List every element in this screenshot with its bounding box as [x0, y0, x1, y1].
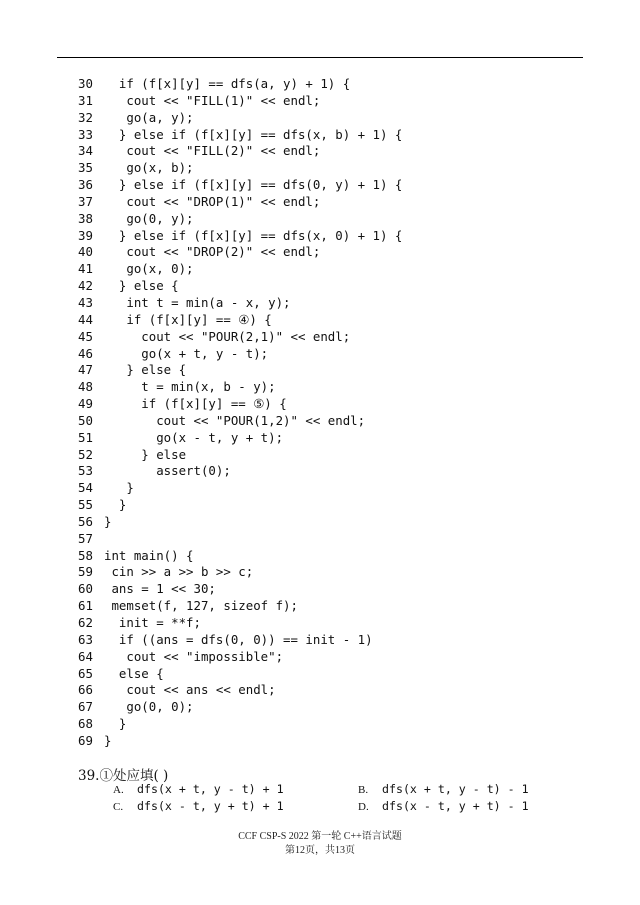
line-number: 48 — [78, 379, 93, 395]
code-line — [78, 615, 598, 632]
option-c[interactable] — [113, 799, 284, 813]
option-b-text: dfs(x + t, y - t) - 1 — [382, 782, 529, 796]
code-text: cout << "POUR(2,1)" << endl; — [104, 328, 351, 344]
line-number: 44 — [78, 311, 93, 327]
code-line — [78, 430, 598, 447]
code-text: assert(0); — [104, 463, 231, 479]
code-line — [78, 531, 598, 548]
line-number: 51 — [78, 429, 93, 445]
line-number: 63 — [78, 631, 93, 647]
code-text: int main() { — [104, 547, 194, 563]
code-line — [78, 716, 598, 733]
code-text: t = min(x, b - y); — [104, 379, 276, 395]
code-line — [78, 497, 598, 514]
option-d-text: dfs(x - t, y + t) - 1 — [382, 799, 529, 813]
line-number: 68 — [78, 716, 93, 732]
line-number: 31 — [78, 92, 93, 108]
line-number: 50 — [78, 412, 93, 428]
line-number: 47 — [78, 362, 93, 378]
code-line — [78, 261, 598, 278]
code-text: } else if (f[x][y] == dfs(0, y) + 1) { — [104, 177, 403, 193]
code-text: else { — [104, 665, 164, 681]
code-text: ans = 1 << 30; — [104, 581, 216, 597]
code-text: go(x - t, y + t); — [104, 429, 284, 445]
line-number: 62 — [78, 615, 93, 630]
code-text: } else — [104, 446, 187, 462]
code-text: } else if (f[x][y] == dfs(x, b) + 1) { — [104, 126, 403, 142]
code-text: if (f[x][y] == dfs(a, y) + 1) { — [104, 76, 351, 91]
option-d[interactable] — [358, 799, 529, 813]
code-text: } — [104, 732, 112, 748]
line-number: 56 — [78, 513, 93, 529]
code-line — [78, 211, 598, 228]
code-text: } — [104, 497, 127, 513]
line-number: 30 — [78, 76, 93, 91]
line-number: 37 — [78, 193, 93, 209]
code-line — [78, 548, 598, 565]
footer-page-number: 第12页，共13页 — [285, 845, 355, 856]
code-text: cin >> a >> b >> c; — [104, 564, 254, 580]
code-text: } else { — [104, 362, 187, 378]
code-line — [78, 160, 598, 177]
line-number: 33 — [78, 126, 93, 142]
code-line — [78, 278, 598, 295]
header-rule — [57, 57, 583, 58]
code-line — [78, 93, 598, 110]
line-number: 39 — [78, 227, 93, 243]
option-a-text: dfs(x + t, y - t) + 1 — [137, 782, 284, 796]
code-line — [78, 699, 598, 716]
line-number: 64 — [78, 648, 93, 664]
code-line — [78, 463, 598, 480]
line-number: 59 — [78, 564, 93, 580]
code-text: cout << ans << endl; — [104, 682, 276, 698]
line-number: 53 — [78, 463, 93, 479]
line-number: 36 — [78, 177, 93, 193]
code-line — [78, 447, 598, 464]
line-number: 67 — [78, 699, 93, 715]
code-line — [78, 228, 598, 245]
code-text: go(0, y); — [104, 210, 194, 226]
code-text: go(x + t, y - t); — [104, 345, 269, 361]
code-text: int t = min(a - x, y); — [104, 294, 291, 310]
code-line — [78, 312, 598, 329]
code-text: if (f[x][y] == ⑤) { — [104, 396, 287, 412]
code-line — [78, 649, 598, 666]
line-number: 60 — [78, 581, 93, 597]
line-number: 49 — [78, 396, 93, 412]
code-line — [78, 480, 598, 497]
code-line — [78, 413, 598, 430]
code-text: cout << "impossible"; — [104, 648, 284, 664]
code-text: } — [104, 480, 134, 496]
code-text: go(x, 0); — [104, 261, 194, 277]
option-c-letter: C. — [113, 801, 124, 813]
code-text: go(x, b); — [104, 160, 194, 176]
line-number: 55 — [78, 497, 93, 513]
code-line — [78, 194, 598, 211]
code-text: } else if (f[x][y] == dfs(x, 0) + 1) { — [104, 227, 403, 243]
code-text: } — [104, 513, 112, 529]
line-number: 35 — [78, 160, 93, 176]
line-number: 43 — [78, 294, 93, 310]
line-number: 40 — [78, 244, 93, 260]
code-line — [78, 396, 598, 413]
code-line — [78, 581, 598, 598]
code-line — [78, 362, 598, 379]
line-number: 54 — [78, 480, 93, 496]
code-line — [78, 244, 598, 261]
code-line — [78, 733, 598, 750]
line-number: 66 — [78, 682, 93, 698]
code-listing — [78, 76, 598, 750]
code-text: memset(f, 127, sizeof f); — [104, 598, 298, 614]
option-c-text: dfs(x - t, y + t) + 1 — [137, 799, 284, 813]
line-number: 45 — [78, 328, 93, 344]
option-b[interactable] — [358, 782, 529, 796]
line-number: 58 — [78, 547, 93, 563]
code-line — [78, 379, 598, 396]
option-a[interactable] — [113, 782, 284, 796]
code-text: cout << "DROP(2)" << endl; — [104, 244, 321, 260]
code-text: go(0, 0); — [104, 699, 194, 715]
code-line — [78, 143, 598, 160]
code-line — [78, 598, 598, 615]
code-text: cout << "POUR(1,2)" << endl; — [104, 412, 366, 428]
code-line — [78, 346, 598, 363]
code-line — [78, 666, 598, 683]
code-line — [78, 76, 598, 93]
line-number: 34 — [78, 143, 93, 159]
code-line — [78, 564, 598, 581]
code-line — [78, 682, 598, 699]
line-number: 38 — [78, 210, 93, 226]
option-d-letter: D. — [358, 801, 369, 813]
code-line — [78, 127, 598, 144]
code-text: if ((ans = dfs(0, 0)) == init - 1) — [104, 631, 373, 647]
code-text: cout << "FILL(2)" << endl; — [104, 143, 321, 159]
line-number: 32 — [78, 109, 93, 125]
code-line — [78, 295, 598, 312]
code-line — [78, 177, 598, 194]
code-text: go(a, y); — [104, 109, 194, 125]
line-number: 57 — [78, 530, 93, 546]
code-text: } else { — [104, 278, 179, 294]
line-number: 61 — [78, 598, 93, 614]
code-line — [78, 632, 598, 649]
code-text: if (f[x][y] == ④) { — [104, 311, 272, 327]
code-text: } — [104, 716, 127, 732]
code-line — [78, 514, 598, 531]
line-number: 69 — [78, 732, 93, 748]
line-number: 42 — [78, 278, 93, 294]
code-text: cout << "FILL(1)" << endl; — [104, 92, 321, 108]
option-a-letter: A. — [113, 784, 124, 796]
line-number: 41 — [78, 261, 93, 277]
code-text: cout << "DROP(1)" << endl; — [104, 193, 321, 209]
code-line — [78, 329, 598, 346]
line-number: 52 — [78, 446, 93, 462]
footer-exam-title: CCF CSP-S 2022 第一轮 C++语言试题 — [238, 831, 402, 842]
code-line — [78, 110, 598, 127]
option-b-letter: B. — [358, 784, 369, 796]
line-number: 46 — [78, 345, 93, 361]
line-number: 65 — [78, 665, 93, 681]
question-label: 39.①处应填( ) — [78, 768, 169, 784]
code-text: init = **f; — [104, 615, 201, 630]
